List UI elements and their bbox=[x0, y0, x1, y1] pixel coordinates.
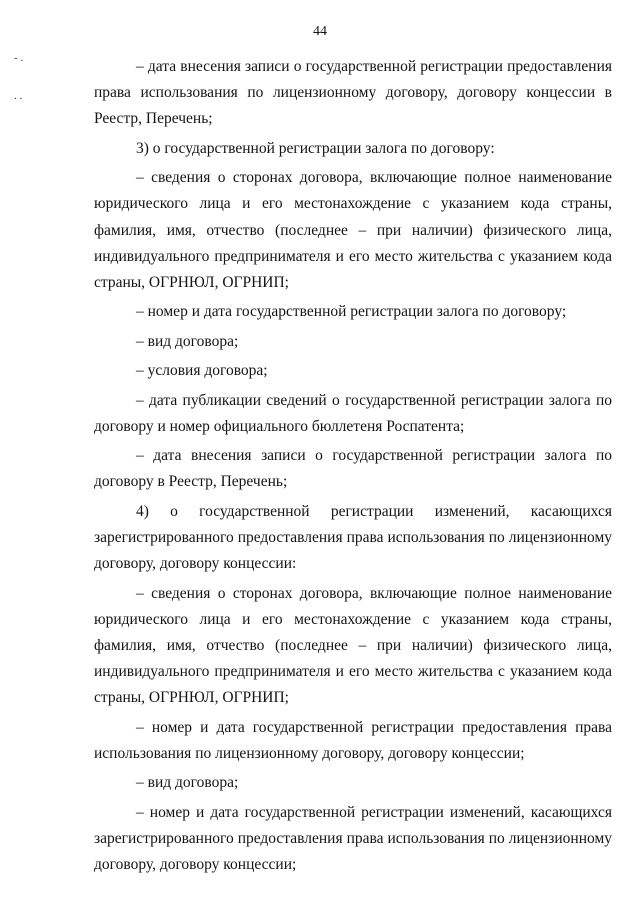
paragraph: – вид договора; bbox=[136, 332, 239, 350]
paragraph: – дата публикации сведений о государственной регистрации залога по договору и номер официального бюллетеня Роспатента; bbox=[94, 391, 612, 435]
paragraph: 3) о государственной регистрации залога по договору: bbox=[136, 139, 495, 157]
paragraph: – сведения о сторонах договора, включающие полное наименование юридического лица и его местонахождение с указанием кода страны, фамилия, имя, отчество (последнее – при наличии) физического лица, индивидуального предпринимателя и его место жительства с указанием кода страны, ОГРНЮЛ, ОГРНИП; bbox=[94, 584, 612, 707]
paragraph: – сведения о сторонах договора, включающие полное наименование юридического лица и его местонахождение с указанием кода страны, фамилия, имя, отчество (последнее – при наличии) физического лица, индивидуального предпринимателя и его место жительства с указанием кода страны, ОГРНЮЛ, ОГРНИП; bbox=[94, 169, 612, 291]
page-number: 44 bbox=[313, 24, 327, 39]
paragraph: – номер и дата государственной регистрации залога по договору; bbox=[136, 303, 567, 321]
document-body bbox=[94, 54, 612, 878]
paragraph: – условия договора; bbox=[136, 362, 268, 380]
paragraph: – номер и дата государственной регистрации предоставления права использования по лицензионному договору, договору концессии; bbox=[94, 718, 612, 762]
paragraph: – вид договора; bbox=[136, 774, 239, 792]
paragraph: – дата внесения записи о государственной регистрации залога по договору в Реестр, Перечень; bbox=[94, 447, 612, 491]
paragraph: – номер и дата государственной регистрации изменений, касающихся зарегистрированного предоставления права использования по лицензионному договору, договору концессии; bbox=[94, 803, 612, 874]
margin-mark: - . bbox=[14, 52, 24, 64]
margin-mark: . . bbox=[14, 90, 23, 102]
paragraph: – дата внесения записи о государственной регистрации предоставления права использования по лицензионному договору, договору концессии в Реестр, Перечень; bbox=[94, 58, 612, 128]
paragraph: 4) о государственной регистрации изменений, касающихся зарегистрированного предоставления права использования по лицензионному договору, договору концессии: bbox=[94, 502, 612, 573]
